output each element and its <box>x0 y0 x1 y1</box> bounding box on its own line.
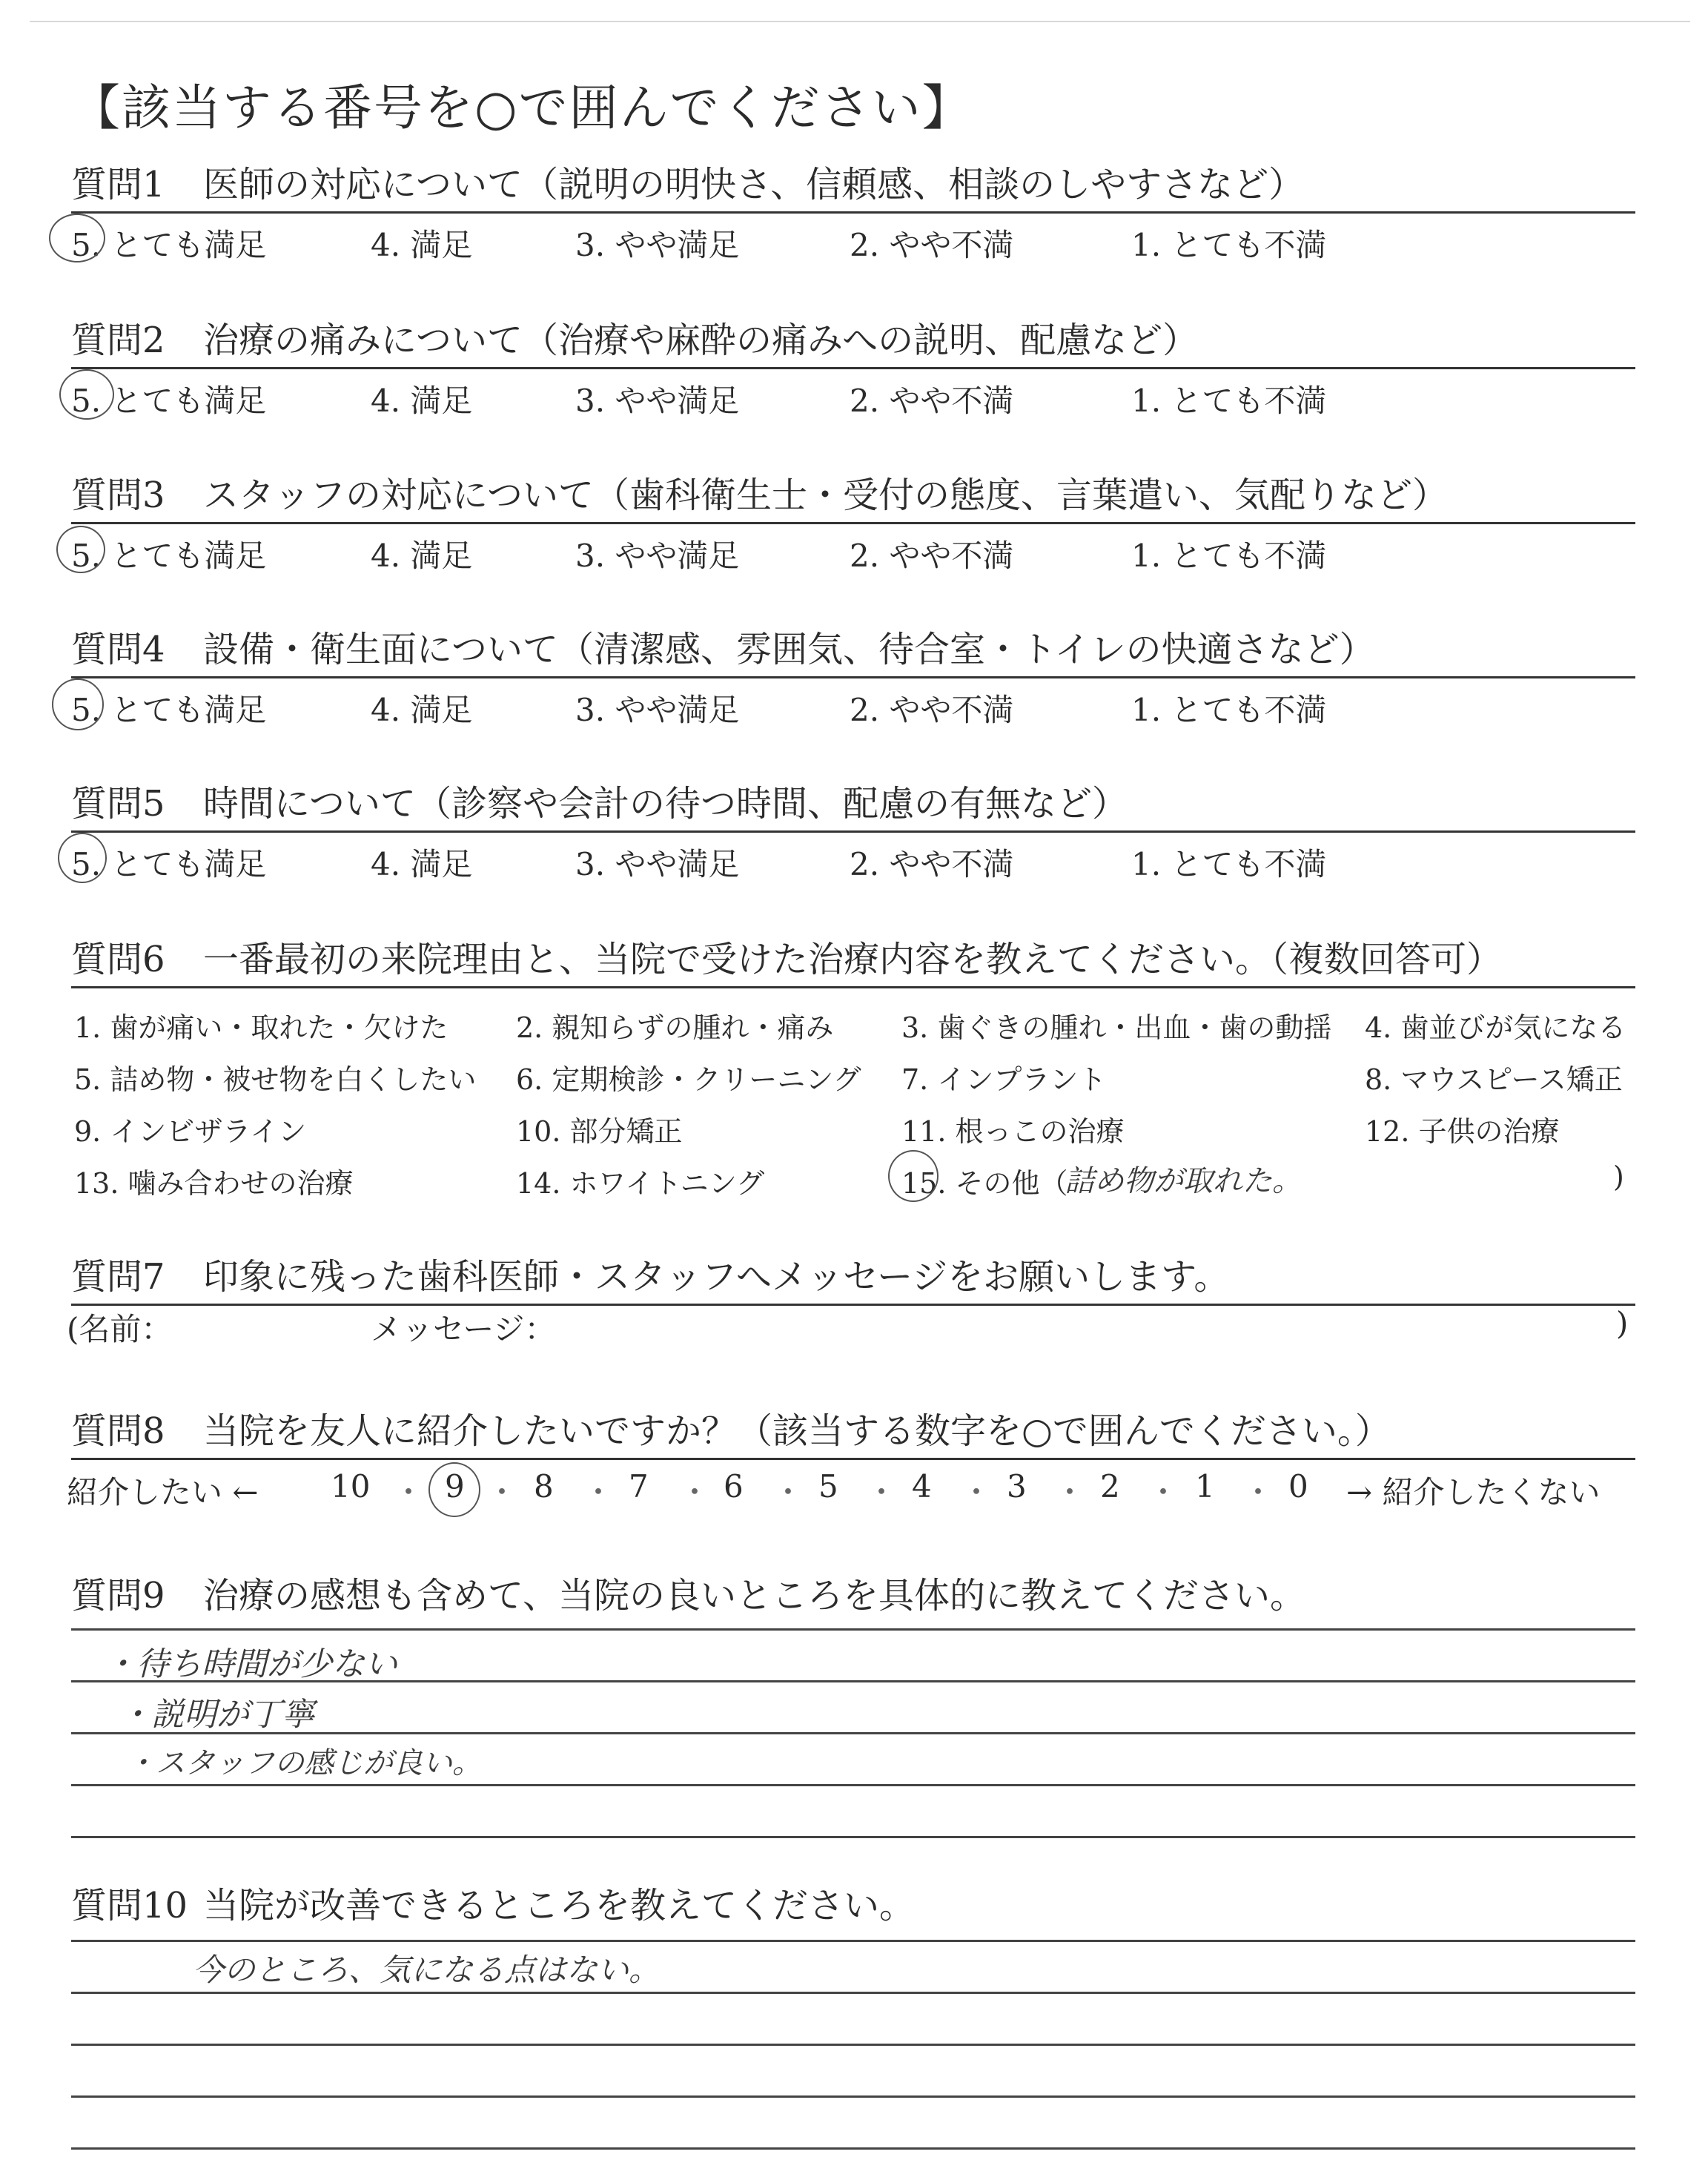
question-number: 質問8 <box>71 1410 165 1452</box>
scale-dot: ・ <box>1148 1474 1179 1510</box>
q10-answer-1: 今のところ、気になる点はない。 <box>193 1952 661 1988</box>
message-label: メッセージ： <box>371 1311 556 1347</box>
scale-5[interactable]: 5 <box>818 1468 838 1505</box>
question-7 <box>71 1244 1635 1306</box>
q9-answer-2: ・説明が丁寧 <box>119 1696 314 1734</box>
selection-circle <box>888 1150 939 1202</box>
question-number: 質問4 <box>71 629 165 670</box>
q9-answer-1: ・待ち時間が少ない <box>104 1645 397 1683</box>
option-1[interactable]: 1. とても不満 <box>1131 227 1327 263</box>
name-label: (名前： <box>67 1311 173 1347</box>
answer-line <box>71 1784 1635 1786</box>
answer-line <box>71 2095 1635 2098</box>
other-close-paren: ) <box>1613 1160 1624 1193</box>
question-text: 治療の感想も含めて、当院の良いところを具体的に教えてください。 <box>203 1575 1306 1616</box>
reason-13[interactable]: 13. 噛み合わせの治療 <box>74 1167 354 1200</box>
question-4 <box>71 617 1635 728</box>
option-5[interactable]: 5. とても満足 <box>71 383 267 419</box>
question-number: 質問7 <box>71 1256 165 1298</box>
scale-6[interactable]: 6 <box>724 1468 744 1505</box>
answer-line <box>71 1940 1635 1942</box>
selection-circle <box>52 678 104 730</box>
selection-circle <box>428 1462 480 1517</box>
question-2 <box>71 308 1635 419</box>
option-4[interactable]: 4. 満足 <box>371 227 473 263</box>
scale-dot: ・ <box>583 1474 615 1510</box>
scale-8[interactable]: 8 <box>534 1468 554 1505</box>
reason-4[interactable]: 4. 歯並びが気になる <box>1365 1011 1626 1044</box>
question-number: 質問3 <box>71 475 165 516</box>
question-text: 当院が改善できるところを教えてください。 <box>203 1885 916 1926</box>
question-3 <box>71 463 1635 574</box>
reason-9[interactable]: 9. インビザライン <box>74 1115 307 1148</box>
question-6 <box>71 927 1635 1211</box>
reason-3[interactable]: 3. 歯ぐきの腫れ・出血・歯の動揺 <box>901 1011 1332 1044</box>
scale-dot: ・ <box>1054 1474 1086 1510</box>
question-text: 治療の痛みについて（治療や麻酔の痛みへの説明、配慮など） <box>203 320 1199 361</box>
answer-line <box>71 1992 1635 1994</box>
reason-12[interactable]: 12. 子供の治療 <box>1365 1115 1560 1148</box>
option-5[interactable]: 5. とても満足 <box>71 692 267 728</box>
other-answer-handwritten: 詰め物が取れた。 <box>1065 1164 1302 1198</box>
question-number: 質問9 <box>71 1575 165 1616</box>
question-number: 質問5 <box>71 783 165 825</box>
recommend-right-label: → 紹介したくない <box>1346 1474 1601 1510</box>
scale-dot: ・ <box>866 1474 898 1510</box>
question-number: 質問2 <box>71 320 165 361</box>
question-text: 医師の対応について（説明の明快さ、信頼感、相談のしやすさなど） <box>203 164 1305 205</box>
option-2[interactable]: 2. やや不満 <box>850 227 1014 263</box>
option-5[interactable]: 5. とても満足 <box>71 846 267 882</box>
question-text: 時間について（診察や会計の待つ時間、配慮の有無など） <box>203 783 1128 825</box>
scale-dot: ・ <box>486 1474 518 1510</box>
question-10 <box>71 1873 1635 1932</box>
selection-circle <box>49 214 105 262</box>
option-2[interactable]: 2. やや不満 <box>850 383 1014 419</box>
answer-line <box>71 1836 1635 1838</box>
reason-8[interactable]: 8. マウスピース矯正 <box>1365 1063 1623 1096</box>
question-number: 質問10 <box>71 1885 188 1926</box>
scale-0[interactable]: 0 <box>1288 1468 1308 1505</box>
scale-2[interactable]: 2 <box>1100 1468 1120 1505</box>
page-title: 【該当する番号を○で囲んでください】 <box>71 79 973 136</box>
reason-6[interactable]: 6. 定期検診・クリーニング <box>516 1063 861 1096</box>
scale-dot: ・ <box>679 1474 711 1510</box>
question-number: 質問1 <box>71 164 165 205</box>
question-text: スタッフの対応について（歯科衛生士・受付の態度、言葉遣い、気配りなど） <box>203 475 1449 516</box>
reason-10[interactable]: 10. 部分矯正 <box>516 1115 683 1148</box>
question-text: 印象に残った歯科医師・スタッフへメッセージをお願いします。 <box>203 1256 1230 1298</box>
scale-dot: ・ <box>772 1474 804 1510</box>
question-text: 設備・衛生面について（清潔感、雰囲気、待合室・トイレの快適さなど） <box>203 629 1375 670</box>
question-1 <box>71 152 1635 263</box>
option-4[interactable]: 4. 満足 <box>371 383 473 419</box>
option-1[interactable]: 1. とても不満 <box>1131 538 1327 574</box>
top-border <box>30 21 1690 22</box>
q9-answer-3: ・スタッフの感じが良い。 <box>126 1746 482 1780</box>
question-text: 当院を友人に紹介したいですか？（該当する数字を○で囲んでください。） <box>203 1410 1391 1452</box>
option-4[interactable]: 4. 満足 <box>371 846 473 882</box>
option-2[interactable]: 2. やや不満 <box>850 846 1014 882</box>
question-9 <box>71 1563 1635 1622</box>
scale-10[interactable]: 10 <box>331 1468 371 1505</box>
selection-circle <box>58 833 107 883</box>
option-5[interactable]: 5. とても満足 <box>71 538 267 574</box>
reason-2[interactable]: 2. 親知らずの腫れ・痛み <box>516 1011 834 1044</box>
scale-9[interactable]: 9 <box>445 1468 465 1505</box>
scale-4[interactable]: 4 <box>912 1468 932 1505</box>
option-3[interactable]: 3. やや満足 <box>575 227 740 263</box>
answer-line <box>71 2044 1635 2046</box>
option-3[interactable]: 3. やや満足 <box>575 383 740 419</box>
reason-15[interactable]: 15. その他（ <box>901 1167 1068 1200</box>
option-5[interactable]: 5. とても満足 <box>71 227 267 263</box>
option-1[interactable]: 1. とても不満 <box>1131 692 1327 728</box>
option-4[interactable]: 4. 満足 <box>371 692 473 728</box>
option-1[interactable]: 1. とても不満 <box>1131 383 1327 419</box>
option-1[interactable]: 1. とても不満 <box>1131 846 1327 882</box>
reason-14[interactable]: 14. ホワイトニング <box>516 1167 765 1200</box>
question-5 <box>71 771 1635 882</box>
scale-7[interactable]: 7 <box>629 1468 649 1505</box>
reason-1[interactable]: 1. 歯が痛い・取れた・欠けた <box>74 1011 448 1044</box>
option-3[interactable]: 3. やや満足 <box>575 692 740 728</box>
scale-dot: ・ <box>961 1474 993 1510</box>
recommend-left-label: 紹介したい ← <box>67 1474 259 1510</box>
option-2[interactable]: 2. やや不満 <box>850 538 1014 574</box>
option-2[interactable]: 2. やや不満 <box>850 692 1014 728</box>
close-paren: ) <box>1616 1305 1629 1341</box>
answer-line <box>71 1628 1635 1631</box>
question-8 <box>71 1398 1635 1460</box>
question-text: 一番最初の来院理由と、当院で受けた治療内容を教えてください。（複数回答可） <box>203 939 1503 980</box>
scale-1[interactable]: 1 <box>1195 1468 1215 1505</box>
scale-dot: ・ <box>1242 1474 1274 1510</box>
option-3[interactable]: 3. やや満足 <box>575 538 740 574</box>
selection-circle <box>59 369 114 420</box>
reason-7[interactable]: 7. インプラント <box>901 1063 1107 1096</box>
reason-11[interactable]: 11. 根っこの治療 <box>901 1115 1125 1148</box>
selection-circle <box>56 526 105 573</box>
answer-line <box>71 2147 1635 2150</box>
scale-3[interactable]: 3 <box>1007 1468 1027 1505</box>
reason-5[interactable]: 5. 詰め物・被せ物を白くしたい <box>74 1063 477 1096</box>
option-3[interactable]: 3. やや満足 <box>575 846 740 882</box>
option-4[interactable]: 4. 満足 <box>371 538 473 574</box>
scale-dot: ・ <box>393 1474 425 1510</box>
question-number: 質問6 <box>71 939 165 980</box>
